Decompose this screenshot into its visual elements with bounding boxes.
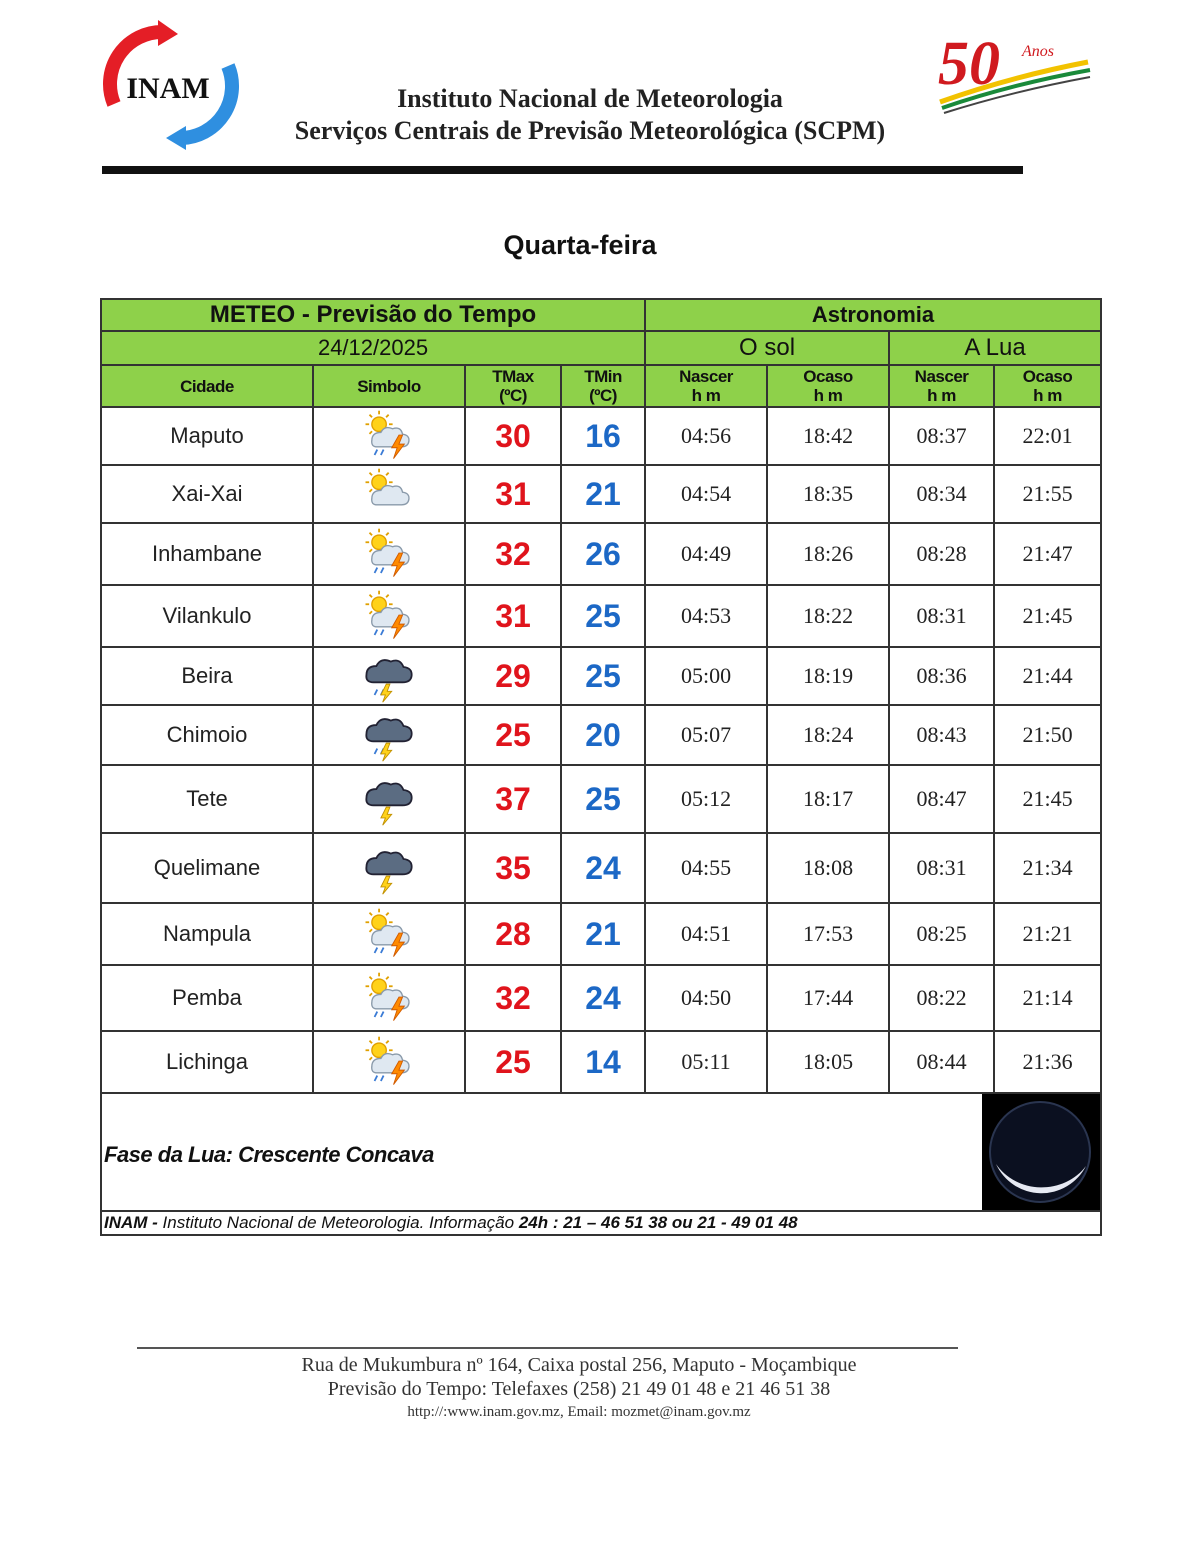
moonset-time: 21:55 <box>994 465 1101 523</box>
col-sun-set: Ocaso h m <box>767 365 889 407</box>
sun-cloud-storm-rain-icon <box>356 408 422 464</box>
tmin-value: 20 <box>561 705 645 765</box>
weather-symbol <box>313 585 465 647</box>
city-name: Pemba <box>101 965 313 1031</box>
forecast-date: 24/12/2025 <box>101 331 645 365</box>
tmax-value: 25 <box>465 1031 561 1093</box>
info-line: INAM - Instituto Nacional de Meteorologia. Informação 24h : 21 – 46 51 38 ou 21 - 49 01 48 <box>101 1211 1101 1235</box>
moon-header: A Lua <box>889 331 1101 365</box>
moonrise-time: 08:36 <box>889 647 994 705</box>
col-city: Cidade <box>101 365 313 407</box>
table-row <box>101 647 1101 705</box>
col-symbol: Simbolo <box>313 365 465 407</box>
tmin-value: 21 <box>561 465 645 523</box>
sunset-time: 18:05 <box>767 1031 889 1093</box>
sunrise-time: 04:55 <box>645 833 767 903</box>
dark-cloud-storm-rain-icon <box>356 707 422 763</box>
moon-phase-panel <box>101 1093 1101 1211</box>
day-title: Quarta-feira <box>503 230 657 260</box>
svg-text:50: 50 <box>938 30 1000 98</box>
sun-cloud-storm-rain-icon <box>356 970 422 1026</box>
sunset-time: 18:17 <box>767 765 889 833</box>
crescent-moon-icon <box>982 1094 1100 1210</box>
sunrise-time: 04:54 <box>645 465 767 523</box>
tmax-value: 31 <box>465 465 561 523</box>
sunrise-time: 05:00 <box>645 647 767 705</box>
sunrise-time: 04:51 <box>645 903 767 965</box>
dark-cloud-storm-icon <box>356 771 422 827</box>
tmax-value: 32 <box>465 523 561 585</box>
sunrise-time: 04:53 <box>645 585 767 647</box>
sunrise-time: 04:56 <box>645 407 767 465</box>
sun-cloud-rain-storm-icon <box>356 526 422 582</box>
city-name: Quelimane <box>101 833 313 903</box>
city-name: Inhambane <box>101 523 313 585</box>
moonrise-time: 08:43 <box>889 705 994 765</box>
sunset-time: 18:24 <box>767 705 889 765</box>
tmin-value: 14 <box>561 1031 645 1093</box>
tmin-value: 26 <box>561 523 645 585</box>
moonset-time: 21:50 <box>994 705 1101 765</box>
phone-line: Previsão do Tempo: Telefaxes (258) 21 49 01 48 e 21 46 51 38 <box>327 1378 831 1400</box>
table-row <box>101 903 1101 965</box>
astronomy-title: Astronomia <box>645 299 1101 331</box>
tmin-value: 24 <box>561 965 645 1031</box>
city-name: Beira <box>101 647 313 705</box>
tmin-value: 25 <box>561 647 645 705</box>
sunset-time: 17:44 <box>767 965 889 1031</box>
moonset-time: 21:44 <box>994 647 1101 705</box>
weather-symbol <box>313 647 465 705</box>
org-name: Instituto Nacional de Meteorologia <box>397 84 783 113</box>
moonrise-time: 08:28 <box>889 523 994 585</box>
moon-photo <box>982 1094 1100 1210</box>
web-email-line: http://:www.inam.gov.mz, Email: mozmet@inam.gov.mz <box>407 1404 751 1420</box>
header-divider <box>102 166 1023 174</box>
city-name: Maputo <box>101 407 313 465</box>
city-name: Chimoio <box>101 705 313 765</box>
weather-symbol <box>313 965 465 1031</box>
table-row <box>101 585 1101 647</box>
moon-phase-label: Fase da Lua: Crescente Concava <box>104 1142 434 1167</box>
moonset-time: 21:21 <box>994 903 1101 965</box>
col-sun-rise: Nascer h m <box>645 365 767 407</box>
org-department: Serviços Centrais de Previsão Meteorológica (SCPM) <box>294 116 886 145</box>
sunset-time: 18:42 <box>767 407 889 465</box>
table-row <box>101 407 1101 465</box>
tmax-value: 37 <box>465 765 561 833</box>
city-name: Tete <box>101 765 313 833</box>
table-row <box>101 1031 1101 1093</box>
moonset-time: 21:45 <box>994 765 1101 833</box>
tmax-value: 32 <box>465 965 561 1031</box>
city-name: Xai-Xai <box>101 465 313 523</box>
table-row <box>101 765 1101 833</box>
tmin-value: 25 <box>561 765 645 833</box>
weather-symbol <box>313 903 465 965</box>
moonrise-time: 08:47 <box>889 765 994 833</box>
sunset-time: 17:53 <box>767 903 889 965</box>
sunset-time: 18:08 <box>767 833 889 903</box>
sun-cloud-storm-rain-icon <box>356 1034 422 1090</box>
tmax-value: 30 <box>465 407 561 465</box>
tmax-value: 29 <box>465 647 561 705</box>
table-row <box>101 523 1101 585</box>
fifty-years-badge <box>930 22 1095 122</box>
moonset-time: 21:34 <box>994 833 1101 903</box>
forecast-table <box>100 298 1102 1236</box>
moonrise-time: 08:31 <box>889 585 994 647</box>
footer-divider <box>137 1347 958 1349</box>
city-name: Lichinga <box>101 1031 313 1093</box>
table-row <box>101 833 1101 903</box>
sunset-time: 18:19 <box>767 647 889 705</box>
tmax-value: 35 <box>465 833 561 903</box>
sunset-time: 18:22 <box>767 585 889 647</box>
sunset-time: 18:26 <box>767 523 889 585</box>
dark-cloud-storm-icon <box>356 840 422 896</box>
sunrise-time: 05:11 <box>645 1031 767 1093</box>
col-moon-rise: Nascer h m <box>889 365 994 407</box>
sunrise-time: 04:49 <box>645 523 767 585</box>
moonset-time: 21:36 <box>994 1031 1101 1093</box>
moonset-time: 21:47 <box>994 523 1101 585</box>
weather-symbol <box>313 407 465 465</box>
tmin-value: 24 <box>561 833 645 903</box>
sunrise-time: 05:07 <box>645 705 767 765</box>
col-moon-set: Ocaso h m <box>994 365 1101 407</box>
moonrise-time: 08:31 <box>889 833 994 903</box>
tmax-value: 25 <box>465 705 561 765</box>
sun-cloud-icon <box>356 466 422 522</box>
weather-symbol <box>313 705 465 765</box>
sun-header: O sol <box>645 331 889 365</box>
sun-cloud-storm-rain-icon <box>356 906 422 962</box>
sunset-time: 18:35 <box>767 465 889 523</box>
table-row <box>101 465 1101 523</box>
sunrise-time: 04:50 <box>645 965 767 1031</box>
moonrise-time: 08:37 <box>889 407 994 465</box>
tmax-value: 28 <box>465 903 561 965</box>
sunrise-time: 05:12 <box>645 765 767 833</box>
tmin-value: 25 <box>561 585 645 647</box>
weather-symbol <box>313 833 465 903</box>
table-row <box>101 705 1101 765</box>
city-name: Nampula <box>101 903 313 965</box>
dark-cloud-storm-rain-icon <box>356 648 422 704</box>
inam-logo <box>100 20 240 150</box>
svg-text:INAM: INAM <box>126 72 210 105</box>
weather-symbol <box>313 465 465 523</box>
forecast-title: METEO - Previsão do Tempo <box>101 299 645 331</box>
tmin-value: 16 <box>561 407 645 465</box>
moonrise-time: 08:22 <box>889 965 994 1031</box>
sun-cloud-rain-storm-icon <box>356 588 422 644</box>
moonset-time: 21:14 <box>994 965 1101 1031</box>
moonset-time: 22:01 <box>994 407 1101 465</box>
moonrise-time: 08:25 <box>889 903 994 965</box>
weather-symbol <box>313 1031 465 1093</box>
moonrise-time: 08:44 <box>889 1031 994 1093</box>
col-tmin: TMin (ºC) <box>561 365 645 407</box>
table-row <box>101 965 1101 1031</box>
tmax-value: 31 <box>465 585 561 647</box>
tmin-value: 21 <box>561 903 645 965</box>
city-name: Vilankulo <box>101 585 313 647</box>
svg-text:Anos: Anos <box>1022 43 1054 60</box>
weather-symbol <box>313 765 465 833</box>
col-tmax: TMax (ºC) <box>465 365 561 407</box>
moonset-time: 21:45 <box>994 585 1101 647</box>
address-line: Rua de Mukumbura nº 164, Caixa postal 256, Maputo - Moçambique <box>301 1354 857 1376</box>
weather-symbol <box>313 523 465 585</box>
moonrise-time: 08:34 <box>889 465 994 523</box>
